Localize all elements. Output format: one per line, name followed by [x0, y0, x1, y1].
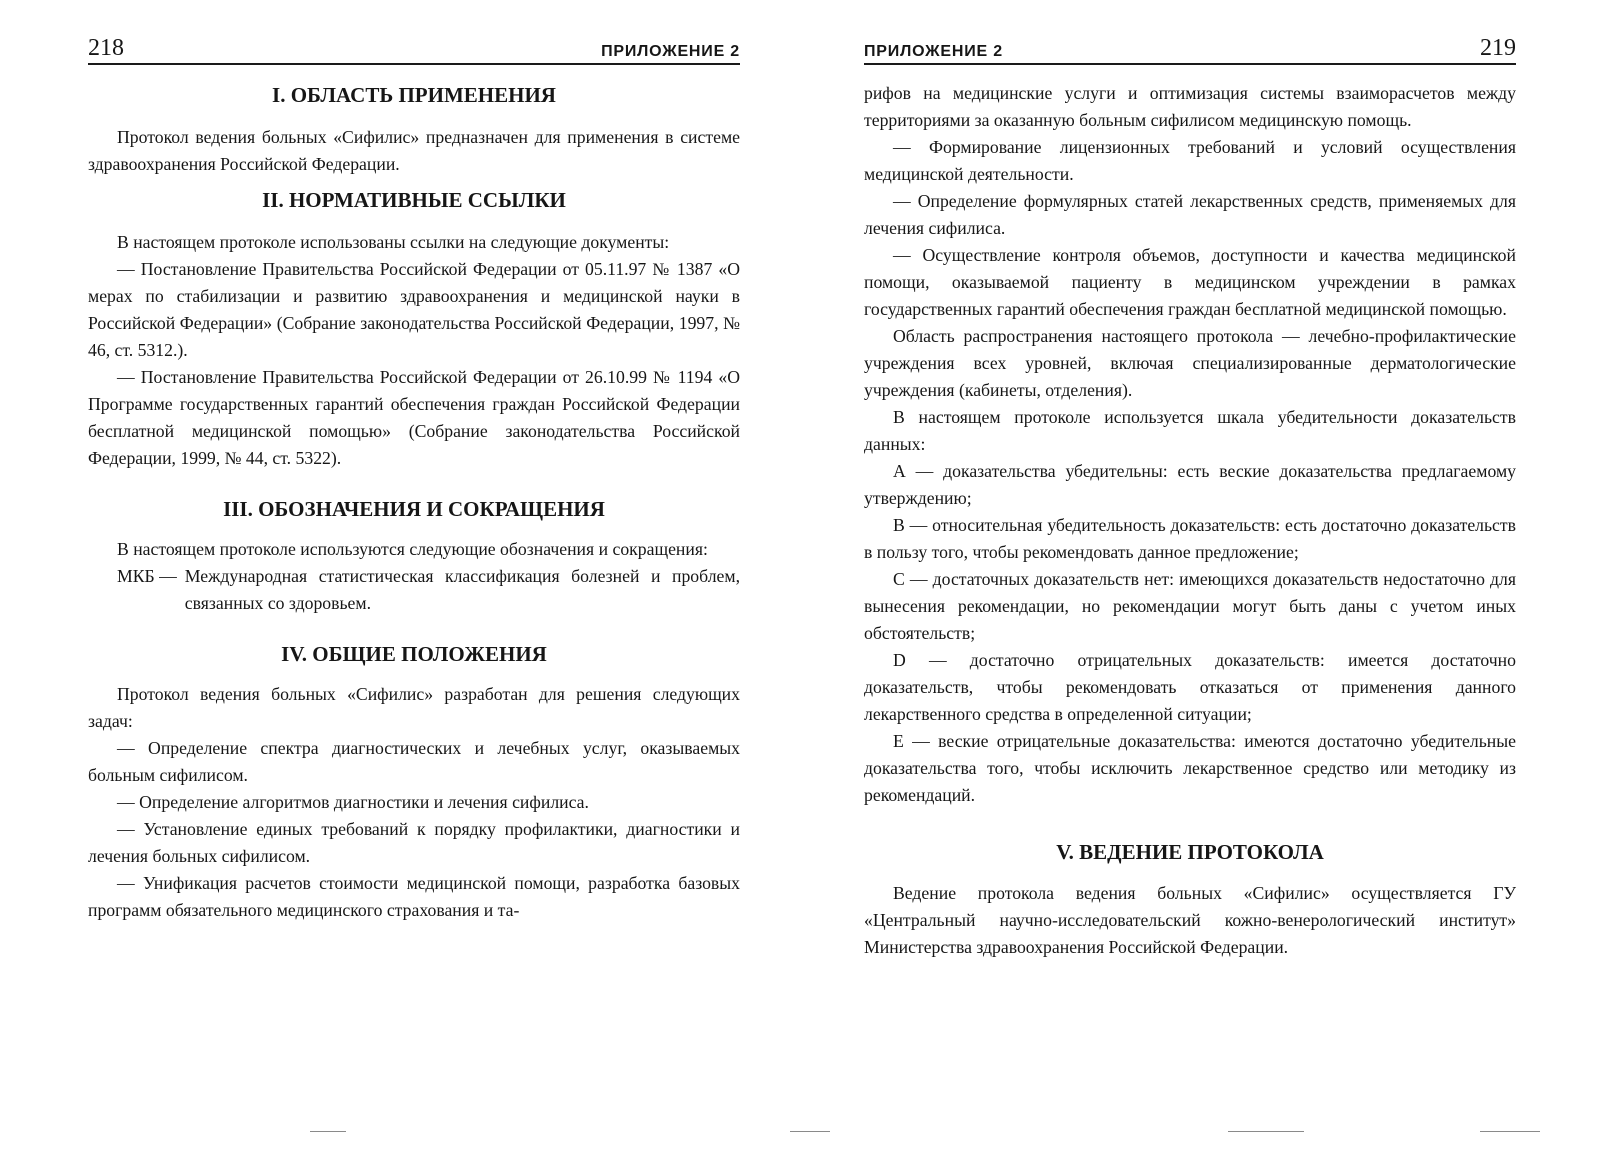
list-item: — Определение формулярных статей лекарственных средств, применяемых для лечения сифилиса. — [864, 191, 1516, 238]
section-heading: II. НОРМАТИВНЫЕ ССЫЛКИ — [262, 188, 566, 212]
scan-artifact-line — [1228, 1131, 1304, 1132]
list-item: — Определение спектра диагностических и лечебных услуг, оказываемых больным сифилисом. — [88, 738, 740, 785]
evidence-grade-a: А — доказательства убедительны: есть веские доказательства предлагаемому утверждению; — [864, 461, 1516, 508]
section-heading: III. ОБОЗНАЧЕНИЯ И СОКРАЩЕНИЯ — [223, 497, 605, 521]
left-page-body — [88, 65, 740, 924]
evidence-grade-d: D — достаточно отрицательных доказательств: имеется достаточно доказательств, чтобы рекомендовать отказаться от применения данного лекарственного средства в определенной ситуации; — [864, 650, 1516, 724]
list-item: — Постановление Правительства Российской Федерации от 26.10.99 № 1194 «О Программе государственных гарантий обеспечения граждан Российской Федерации бесплатной медицинской помощью» (Собрание законодательства Российской Федерации, 1999, № 44, ст. 5322). — [88, 367, 740, 468]
running-head: ПРИЛОЖЕНИЕ 2 — [601, 43, 740, 60]
evidence-grade-c: С — достаточных доказательств нет: имеющихся доказательств недостаточно для вынесения рекомендации, но рекомендации могут быть даны с учетом иных обстоятельств; — [864, 569, 1516, 643]
list-item: — Установление единых требований к порядку профилактики, диагностики и лечения больных сифилисом. — [88, 819, 740, 866]
scan-artifact-line — [1480, 1131, 1540, 1132]
list-item: — Унификация расчетов стоимости медицинской помощи, разработка базовых программ обязательного медицинского страхования и та- — [88, 873, 740, 920]
paragraph: В настоящем протоколе использованы ссылки на следующие документы: — [117, 232, 670, 252]
paragraph-continued: рифов на медицинские услуги и оптимизация системы взаиморасчетов между территориями за оказанную больным сифилисом медицинскую помощь. — [864, 83, 1516, 130]
paragraph: Протокол ведения больных «Сифилис» предназначен для применения в системе здравоохранения Российской Федерации. — [88, 127, 740, 174]
scan-artifact-line — [790, 1131, 830, 1132]
evidence-grade-b: В — относительная убедительность доказательств: есть достаточно доказательств в пользу того, чтобы рекомендовать данное предложение; — [864, 515, 1516, 562]
list-item: — Формирование лицензионных требований и условий осуществления медицинской деятельности. — [864, 137, 1516, 184]
abbreviation-term: МКБ — — [117, 566, 177, 586]
left-page — [88, 30, 740, 924]
left-page-header — [88, 30, 740, 65]
section-heading: IV. ОБЩИЕ ПОЛОЖЕНИЯ — [281, 642, 547, 666]
list-item: — Определение алгоритмов диагностики и лечения сифилиса. — [117, 792, 589, 812]
paragraph: Ведение протокола ведения больных «Сифилис» осуществляется ГУ «Центральный научно-исследовательский кожно-венерологический институт» Министерства здравоохранения Российской Федерации. — [864, 883, 1516, 957]
scan-artifact-line — [310, 1131, 346, 1132]
abbreviation-definition: Международная статистическая классификация болезней и проблем, связанных со здоровьем. — [184, 566, 740, 613]
page-number: 219 — [1480, 35, 1516, 61]
right-page-header — [864, 30, 1516, 65]
running-head: ПРИЛОЖЕНИЕ 2 — [864, 43, 1003, 60]
section-heading: V. ВЕДЕНИЕ ПРОТОКОЛА — [1056, 840, 1324, 864]
paragraph: Область распространения настоящего протокола — лечебно-профилактические учреждения всех уровней, включая специализированные дерматологические учреждения (кабинеты, отделения). — [864, 326, 1516, 400]
page-number: 218 — [88, 35, 124, 61]
abbreviation-entry — [88, 563, 740, 617]
right-page — [864, 30, 1516, 961]
paragraph: В настоящем протоколе используется шкала убедительности доказательств данных: — [864, 407, 1516, 454]
section-heading: I. ОБЛАСТЬ ПРИМЕНЕНИЯ — [272, 83, 556, 107]
evidence-grade-e: Е — веские отрицательные доказательства: имеются достаточно убедительные доказательства того, чтобы исключить лекарственное средство или методику из рекомендаций. — [864, 731, 1516, 805]
right-page-body — [864, 65, 1516, 961]
paragraph: Протокол ведения больных «Сифилис» разработан для решения следующих задач: — [88, 684, 740, 731]
list-item: — Постановление Правительства Российской Федерации от 05.11.97 № 1387 «О мерах по стабилизации и развитию здравоохранения и медицинской науки в Российской Федерации» (Собрание законодательства Российской Федерации, 1997, № 46, ст. 5312.). — [88, 259, 740, 360]
paragraph: В настоящем протоколе используются следующие обозначения и сокращения: — [117, 539, 708, 559]
list-item: — Осуществление контроля объемов, доступности и качества медицинской помощи, оказываемой пациенту в медицинском учреждении в рамках государственных гарантий обеспечения граждан бесплатной медицинской помощью. — [864, 245, 1516, 319]
